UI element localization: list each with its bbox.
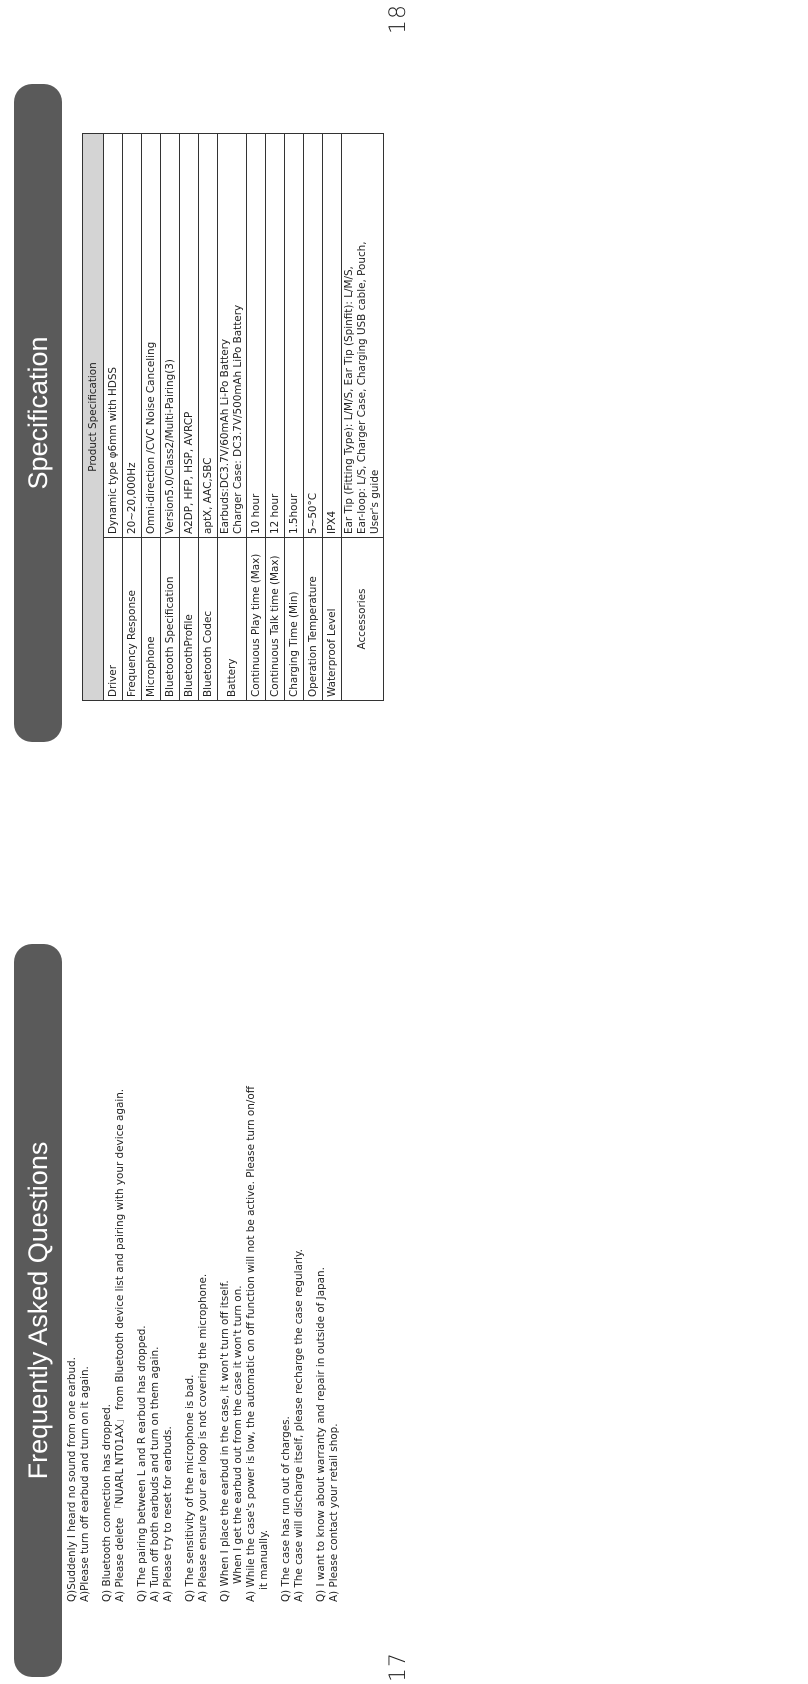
spec-key: Bluetooth Codec (199, 538, 218, 701)
spec-title-banner: Specification (14, 84, 62, 742)
spec-value: Version5.0/Class2/Multi-Pairing(3) (161, 134, 180, 538)
table-header-row (83, 134, 104, 701)
faq-item (66, 902, 92, 1602)
faq-answer: A) Turn off both earbuds and turn on them again. (149, 1346, 161, 1602)
spec-table (82, 133, 384, 701)
spec-value: 10 hour (247, 134, 266, 538)
faq-item (280, 902, 306, 1602)
spec-key: Continuous Play time (Max) (247, 538, 266, 701)
spec-key: Battery (218, 538, 247, 701)
faq-answer: A) The case will discharge itself, please recharge the case regularly. (293, 1249, 305, 1602)
spec-key: BluetoothProfile (180, 538, 199, 701)
faq-answer: A) Please ensure your ear loop is not covering the microphone. (197, 1273, 209, 1602)
spec-value-line: Ear-loop: L/S, Charger Case, Charging USB cable, Pouch, (356, 241, 368, 534)
spec-value: aptX, AAC,SBC (199, 134, 218, 538)
spec-key: Waterproof Level (323, 538, 342, 701)
table-row (342, 134, 384, 701)
page-number-right: 18 (386, 4, 411, 34)
table-row (142, 134, 161, 701)
faq-question: Q) The sensitivity of the microphone is bad. (184, 1374, 196, 1602)
faq-answer: A) While the case's power is low, the automatic on off function will not be active. Please turn on/off (245, 1086, 257, 1602)
table-row (123, 134, 142, 701)
faq-question: Q) I want to know about warranty and repair in outside of Japan. (315, 1267, 327, 1602)
table-row (304, 134, 323, 701)
table-row (285, 134, 304, 701)
spec-value: 1.5hour (285, 134, 304, 538)
spec-key: Bluetooth Specification (161, 538, 180, 701)
faq-answer: A) Please delete 「NUARL NT01AX」 from Bluetooth device list and pairing with your device again. (114, 1088, 126, 1602)
spec-key: Continuous Talk time (Max) (266, 538, 285, 701)
faq-title-banner: Frequently Asked Questions (14, 944, 62, 1677)
table-row (266, 134, 285, 701)
spec-key: Driver (104, 538, 123, 701)
faq-answer: A) Please contact your retail shop. (328, 1423, 340, 1602)
spec-value (342, 134, 384, 538)
spec-value: A2DP, HFP, HSP, AVRCP (180, 134, 199, 538)
table-row (199, 134, 218, 701)
spec-value: IPX4 (323, 134, 342, 538)
spec-value-line: User's guide (369, 469, 381, 534)
faq-question: Q)Suddenly I heard no sound from one earbud. (66, 1357, 78, 1602)
table-header: Product Specification (83, 134, 104, 701)
spec-value-line: Earbuds:DC3.7V/60mAh Li-Po Battery (219, 338, 231, 534)
spec-value: Dynamic type φ6mm with HDSS (104, 134, 123, 538)
faq-item (136, 902, 175, 1602)
spec-value: 20~20,000Hz (123, 134, 142, 538)
faq-answer: A)Please turn off earbud and turn on it again. (79, 1366, 91, 1602)
faq-item (219, 902, 271, 1602)
table-row (104, 134, 123, 701)
spec-value: Omni-direction /CVC Noise Canceling (142, 134, 161, 538)
faq-question: When I get the earbud out from the case it won't turn on. (232, 1285, 244, 1584)
faq-answer: A) Please try to reset for earbuds. (162, 1426, 174, 1602)
spec-key: Charging Time (Min) (285, 538, 304, 701)
page-number-left: 17 (386, 1652, 411, 1682)
table-row (247, 134, 266, 701)
table-row (161, 134, 180, 701)
faq-list (66, 902, 350, 1602)
spec-key: Frequency Response (123, 538, 142, 701)
spec-value: 12 hour (266, 134, 285, 538)
faq-question: Q) When I place the earbud in the case, it won't turn off itself. (219, 1280, 231, 1602)
table-row (323, 134, 342, 701)
faq-question: Q) The case has run out of charges. (280, 1416, 292, 1602)
spec-value (218, 134, 247, 538)
spec-value-line: Ear Tip (Fitting Type): L/M/S, Ear Tip (Spinfit): L/M/S, (343, 266, 355, 534)
faq-item (101, 902, 127, 1602)
faq-item (315, 902, 341, 1602)
table-row (218, 134, 247, 701)
spec-key: Microphone (142, 538, 161, 701)
faq-answer: it manually. (258, 1529, 270, 1590)
faq-question: Q) The pairing between L and R earbud has dropped. (136, 1325, 148, 1602)
faq-item (184, 902, 210, 1602)
spec-key: Accessories (342, 538, 384, 701)
faq-question: Q) Bluetooth connection has dropped. (101, 1404, 113, 1602)
spec-value-line: Charger Case: DC3.7V/500mAh LiPo Battery (232, 304, 244, 534)
spec-key: Operation Temperature (304, 538, 323, 701)
spec-value: 5~50°C (304, 134, 323, 538)
table-row (180, 134, 199, 701)
